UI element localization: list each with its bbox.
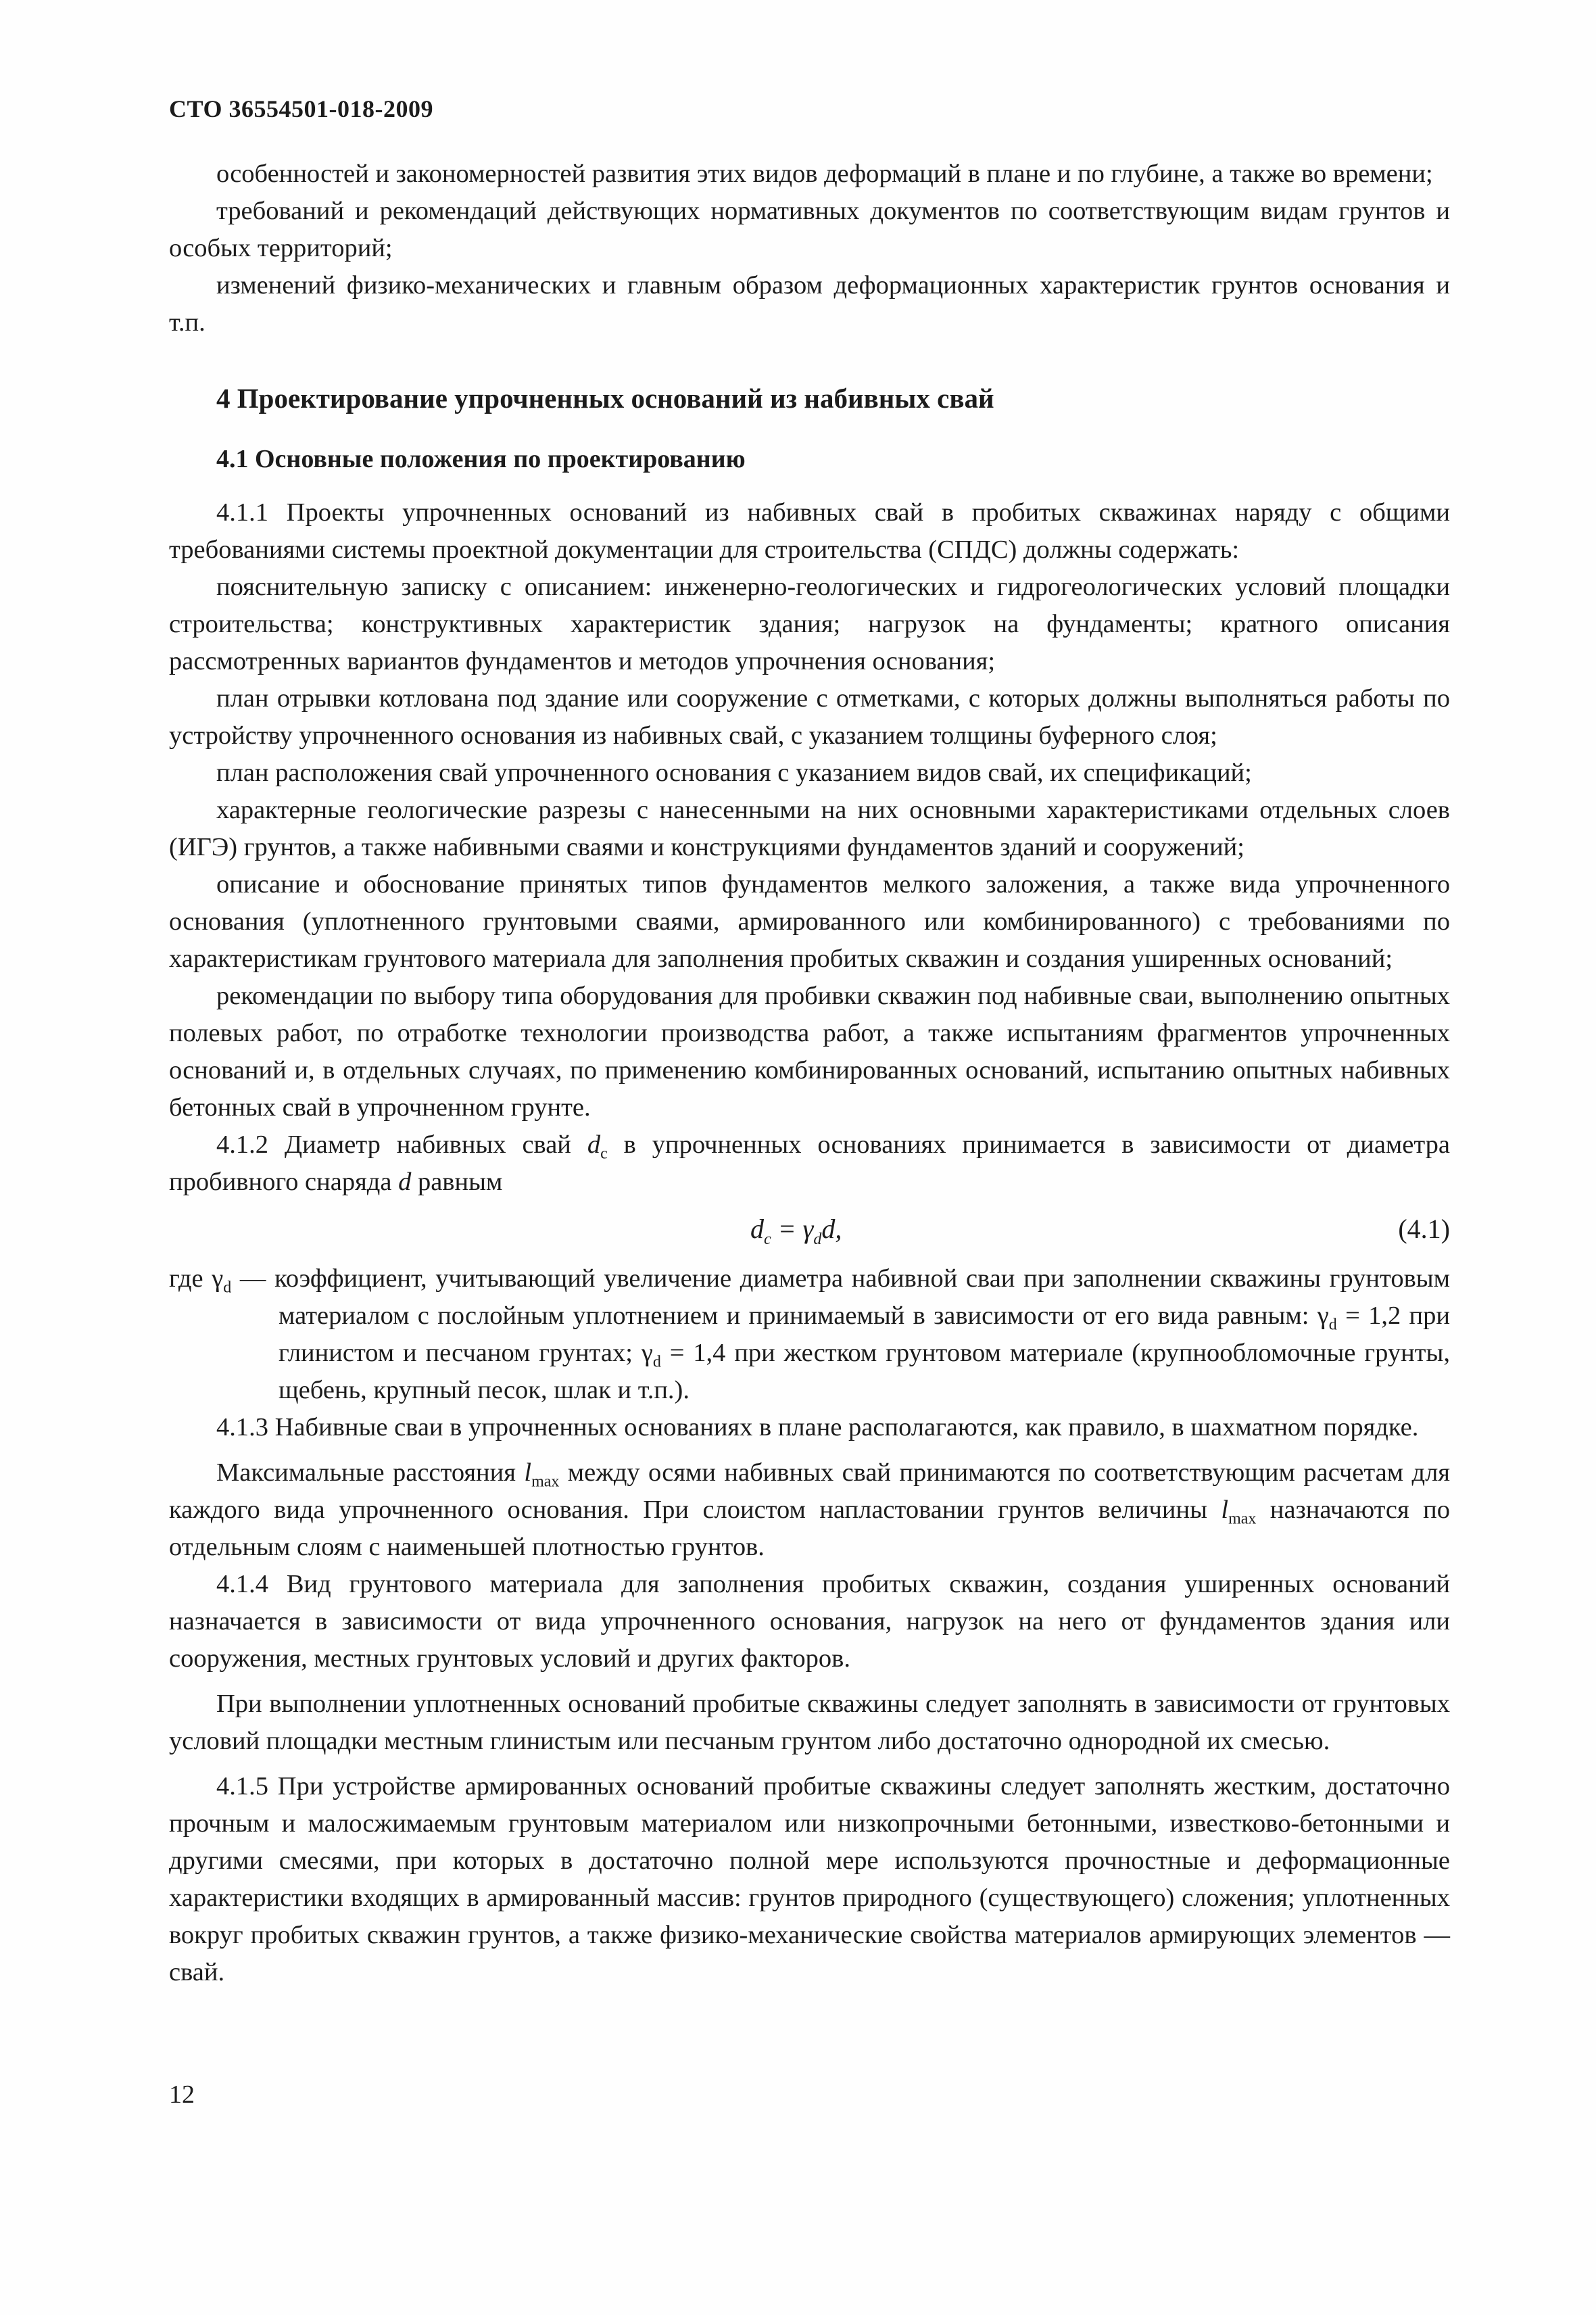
- document-code-header: СТО 36554501-018-2009: [169, 95, 434, 122]
- where-text-b: — коэффициент, учитывающий увеличение диаметра набивной сваи при заполнении скважины грунтовым материалом с послойным уплотнением и принимаемый в зависимости от его вида равным: γ: [231, 1264, 1450, 1330]
- where-subscript-2: d: [1328, 1316, 1337, 1334]
- formula-gamma-subscript: d: [813, 1231, 822, 1248]
- formula-rhs: d,: [821, 1214, 842, 1244]
- formula-4-1: [169, 1201, 1450, 1258]
- paragraph-4-1-1-item-6: рекомендации по выбору типа оборудования для пробивки скважин под набивные сваи, выполнению опытных полевых работ, по отработке технологии производства работ, а также испытаниям фрагментов упрочненных оснований и, в отдельных случаях, по применению комбинированных оснований, испытанию опытных набивных бетонных свай в упрочненном грунте.: [169, 982, 1450, 1122]
- where-text-a: где γ: [169, 1264, 224, 1293]
- subscript-max: max: [531, 1473, 560, 1491]
- paragraph-4-1-4-second: При выполнении уплотненных оснований пробитые скважины следует заполнять в зависимости от грунтовых условий площадки местным глинистым или песчаным грунтом либо достаточно однородной их смесью.: [169, 1690, 1450, 1755]
- intro-item-2: требований и рекомендаций действующих нормативных документов по соответствующим видам грунтов и особых территорий;: [169, 197, 1450, 262]
- paragraph-4-1-4: 4.1.4 Вид грунтового материала для заполнения пробитых скважин, создания уширенных оснований назначается в зависимости от вида упрочненного основания, нагрузок на него от фундаментов здания или сооружения, местных грунтовых условий и других факторов.: [169, 1570, 1450, 1673]
- where-subscript-1: d: [223, 1279, 232, 1297]
- paragraph-4-1-2: [169, 1126, 1450, 1201]
- where-text-d: = 1,4 при жестком грунтовом материале (крупнообломочные грунты, щебень, крупный песок, шлак и т.п.).: [279, 1339, 1450, 1404]
- variable-d: d: [587, 1130, 601, 1159]
- paragraph-4-1-5: 4.1.5 При устройстве армированных оснований пробитые скважины следует заполнять жестким, достаточно прочным и малосжимаемым грунтовым материалом или низкопрочными бетонными, известково-бетонными и другими смесями, при которых в достаточно полной мере используются прочностные и деформационные характеристики входящих в армированный массив: грунтов природного (существующего) сложения; уплотненных вокруг пробитых скважин грунтов, а также физико-механические свойства материалов армирующих элементов — свай.: [169, 1772, 1450, 1986]
- paragraph-4-1-1-item-2: план отрывки котлована под здание или сооружение с отметками, с которых должны выполняться работы по устройству упрочненного основания из набивных свай, с указанием толщины буферного слоя;: [169, 684, 1450, 750]
- formula-equals-gamma: = γ: [771, 1214, 814, 1244]
- paragraph-4-1-3-max: [169, 1454, 1450, 1566]
- variable-d: d: [398, 1168, 412, 1196]
- paragraph-4-1-1-item-1: пояснительную записку с описанием: инженерно-геологических и гидрогеологических условий площадки строительства; конструктивных характеристик здания; нагрузок на фундаменты; кратного описания рассмотренных вариантов фундаментов и методов упрочнения основания;: [169, 573, 1450, 675]
- max-text-c: назначаются по отдельным слоям с наименьшей плотностью грунтов.: [169, 1496, 1451, 1561]
- formula-lhs: d: [750, 1214, 764, 1244]
- paragraph-4-1-1-item-3: план расположения свай упрочненного основания с указанием видов свай, их спецификаций;: [216, 759, 1252, 787]
- paragraph-4-1-1-item-4: характерные геологические разрезы с нанесенными на них основными характеристиками отдельных слоев (ИГЭ) грунтов, а также набивными сваями и конструкциями фундаментов зданий и сооружений;: [169, 796, 1450, 861]
- section-title: 4 Проектирование упрочненных оснований из набивных свай: [216, 383, 994, 414]
- formula-where-clause: [169, 1260, 1450, 1409]
- paragraph-4-1-3: 4.1.3 Набивные сваи в упрочненных основаниях в плане располагаются, как правило, в шахматном порядке.: [216, 1413, 1419, 1441]
- page-number: 12: [169, 2080, 195, 2109]
- formula-lhs-subscript: c: [764, 1231, 771, 1248]
- max-text-b: между осями набивных свай принимаются по соответствующим расчетам для каждого вида упрочненного основания. При слоистом напластовании грунтов величины: [169, 1458, 1450, 1524]
- paragraph-4-1-2-text-a: 4.1.2 Диаметр набивных свай: [216, 1130, 587, 1159]
- formula-number: (4.1): [1398, 1214, 1450, 1244]
- subscript-max: max: [1228, 1510, 1257, 1528]
- subscript-c: c: [600, 1145, 608, 1163]
- where-text-c: = 1,2 при глинистом и песчаном грунтах; γ: [279, 1302, 1450, 1367]
- intro-item-3: изменений физико-механических и главным образом деформационных характеристик грунтов основания и т.п.: [169, 271, 1450, 337]
- paragraph-4-1-2-text-c: равным: [411, 1168, 503, 1196]
- variable-l: l: [1221, 1496, 1229, 1524]
- where-subscript-3: d: [652, 1353, 661, 1371]
- subsection-title: 4.1 Основные положения по проектированию: [216, 445, 746, 473]
- formula-expression: [750, 1201, 842, 1258]
- intro-item-1: особенностей и закономерностей развития этих видов деформаций в плане и по глубине, а также во времени;: [216, 160, 1433, 188]
- paragraph-4-1-1-item-5: описание и обоснование принятых типов фундаментов мелкого заложения, а также вида упрочненного основания (уплотненного грунтовыми сваями, армированного или комбинированного) с требованиями по характеристикам грунтового материала для заполнения пробитых скважин и создания уширенных оснований;: [169, 870, 1450, 973]
- document-body: [169, 156, 1450, 1991]
- variable-l: l: [524, 1458, 532, 1487]
- max-text-a: Максимальные расстояния: [216, 1458, 525, 1487]
- paragraph-4-1-2-text-b: в упрочненных основаниях принимается в зависимости от диаметра пробивного снаряда: [169, 1130, 1450, 1196]
- paragraph-4-1-1: 4.1.1 Проекты упрочненных оснований из набивных свай в пробитых скважинах наряду с общими требованиями системы проектной документации для строительства (СПДС) должны содержать:: [169, 498, 1450, 564]
